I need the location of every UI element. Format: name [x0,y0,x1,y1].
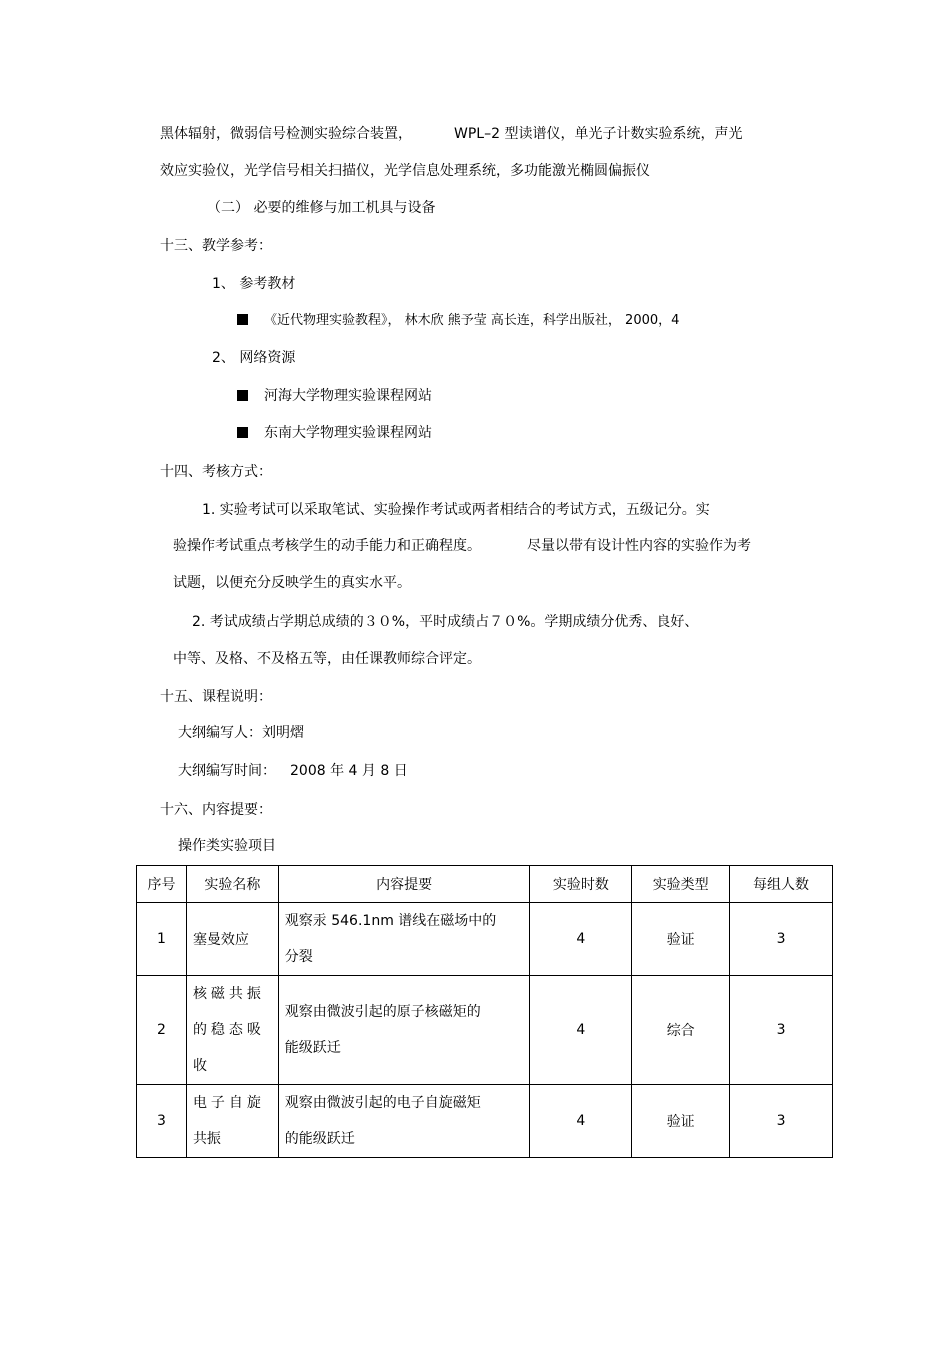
cell-name: 塞曼效应 [186,903,278,976]
cell-desc-line: 观察汞 546.1nm 谱线在磁场中的 [284,913,497,929]
cell-name-line: 共振 [192,1131,221,1147]
header-people: 每组人数 [730,866,833,903]
syllabus-date [178,761,408,781]
assessment-para-2-line-2: 中等、及格、不及格五等，由任课教师综合评定。 [173,651,481,667]
book-title: 《近代物理实验教程》 [264,313,388,328]
assessment-para-1-line-2 [173,536,751,556]
syllabus-date-label: 大纲编写时间： [178,763,276,779]
reference-textbook-label: 1、 参考教材 [212,276,296,292]
header-name: 实验名称 [186,866,278,903]
section-16-heading: 十六、内容提要： [160,802,272,818]
header-desc: 内容提要 [278,866,530,903]
cell-hours: 4 [530,903,632,976]
cell-no: 1 [137,903,187,976]
cell-name-line: 的稳态吸 [192,1022,265,1038]
table-row [137,1085,833,1158]
cell-desc-line: 观察由微波引起的电子自旋磁矩 [284,1095,481,1111]
web-resource-1 [237,386,432,406]
section-14-heading: 十四、考核方式： [160,464,272,480]
cell-type: 验证 [632,1085,730,1158]
assessment-text-2b: 尽量以带有设计性内容的实验作为考 [527,538,751,554]
table-caption: 操作类实验项目 [178,838,276,854]
cell-no: 2 [137,976,187,1085]
header-type: 实验类型 [632,866,730,903]
section-13-heading: 十三、教学参考： [160,238,272,254]
cell-people: 3 [730,903,833,976]
reference-web-label: 2、 网络资源 [212,350,296,366]
square-bullet-icon [237,390,248,401]
table-row [137,976,833,1085]
cell-desc-line: 观察由微波引起的原子核磁矩的 [284,1004,481,1020]
square-bullet-icon [237,427,248,438]
assessment-para-1-line-1: 1. 实验考试可以采取笔试、实验操作考试或两者相结合的考试方式，五级记分。实 [202,502,710,518]
subsection-tools: （二） 必要的维修与加工机具与设备 [207,200,436,216]
cell-name-line: 电子自旋 [192,1095,265,1111]
cell-no: 3 [137,1085,187,1158]
cell-name [186,976,278,1085]
assessment-text-2a: 验操作考试重点考核学生的动手能力和正确程度。 [173,538,481,554]
equipment-line-2: 效应实验仪，光学信号相关扫描仪，光学信息处理系统，多功能激光椭圆偏振仪 [160,163,650,179]
cell-name [186,1085,278,1158]
cell-name-line: 收 [192,1058,207,1074]
cell-desc [278,976,530,1085]
table-header-row [137,866,833,903]
web-resource-2 [237,423,432,443]
syllabus-author: 大纲编写人：刘明熠 [178,725,304,741]
book-details: ， 林木欣 熊予莹 高长连，科学出版社， 2000，4 [387,313,680,328]
equipment-text-1a: 黑体辐射，微弱信号检测实验综合装置， [160,126,412,142]
section-15-heading: 十五、课程说明： [160,689,272,705]
cell-hours: 4 [530,976,632,1085]
cell-desc [278,903,530,976]
cell-desc-line: 分裂 [284,949,313,965]
cell-type: 验证 [632,903,730,976]
cell-type: 综合 [632,976,730,1085]
web-resource-1-text: 河海大学物理实验课程网站 [264,388,432,404]
cell-desc [278,1085,530,1158]
cell-people: 3 [730,1085,833,1158]
cell-desc-line: 的能级跃迁 [284,1131,355,1147]
syllabus-date-value: 2008 年 4 月 8 日 [290,763,408,779]
header-hours: 实验时数 [530,866,632,903]
equipment-text-1b: WPL–2 型读谱仪，单光子计数实验系统，声光 [454,126,743,142]
textbook-entry [237,311,679,331]
cell-name-line: 核磁共振 [192,986,265,1002]
cell-desc-line: 能级跃迁 [284,1040,341,1056]
web-resource-2-text: 东南大学物理实验课程网站 [264,425,432,441]
assessment-para-2-line-1: 2. 考试成绩占学期总成绩的３０%，平时成绩占７０%。学期成绩分优秀、良好、 [192,614,699,630]
square-bullet-icon [237,314,248,325]
table-row [137,903,833,976]
header-no: 序号 [137,866,187,903]
cell-people: 3 [730,976,833,1085]
equipment-line-1 [160,124,742,144]
cell-hours: 4 [530,1085,632,1158]
assessment-para-1-line-3: 试题，以便充分反映学生的真实水平。 [173,575,411,591]
experiment-table [136,865,833,1158]
